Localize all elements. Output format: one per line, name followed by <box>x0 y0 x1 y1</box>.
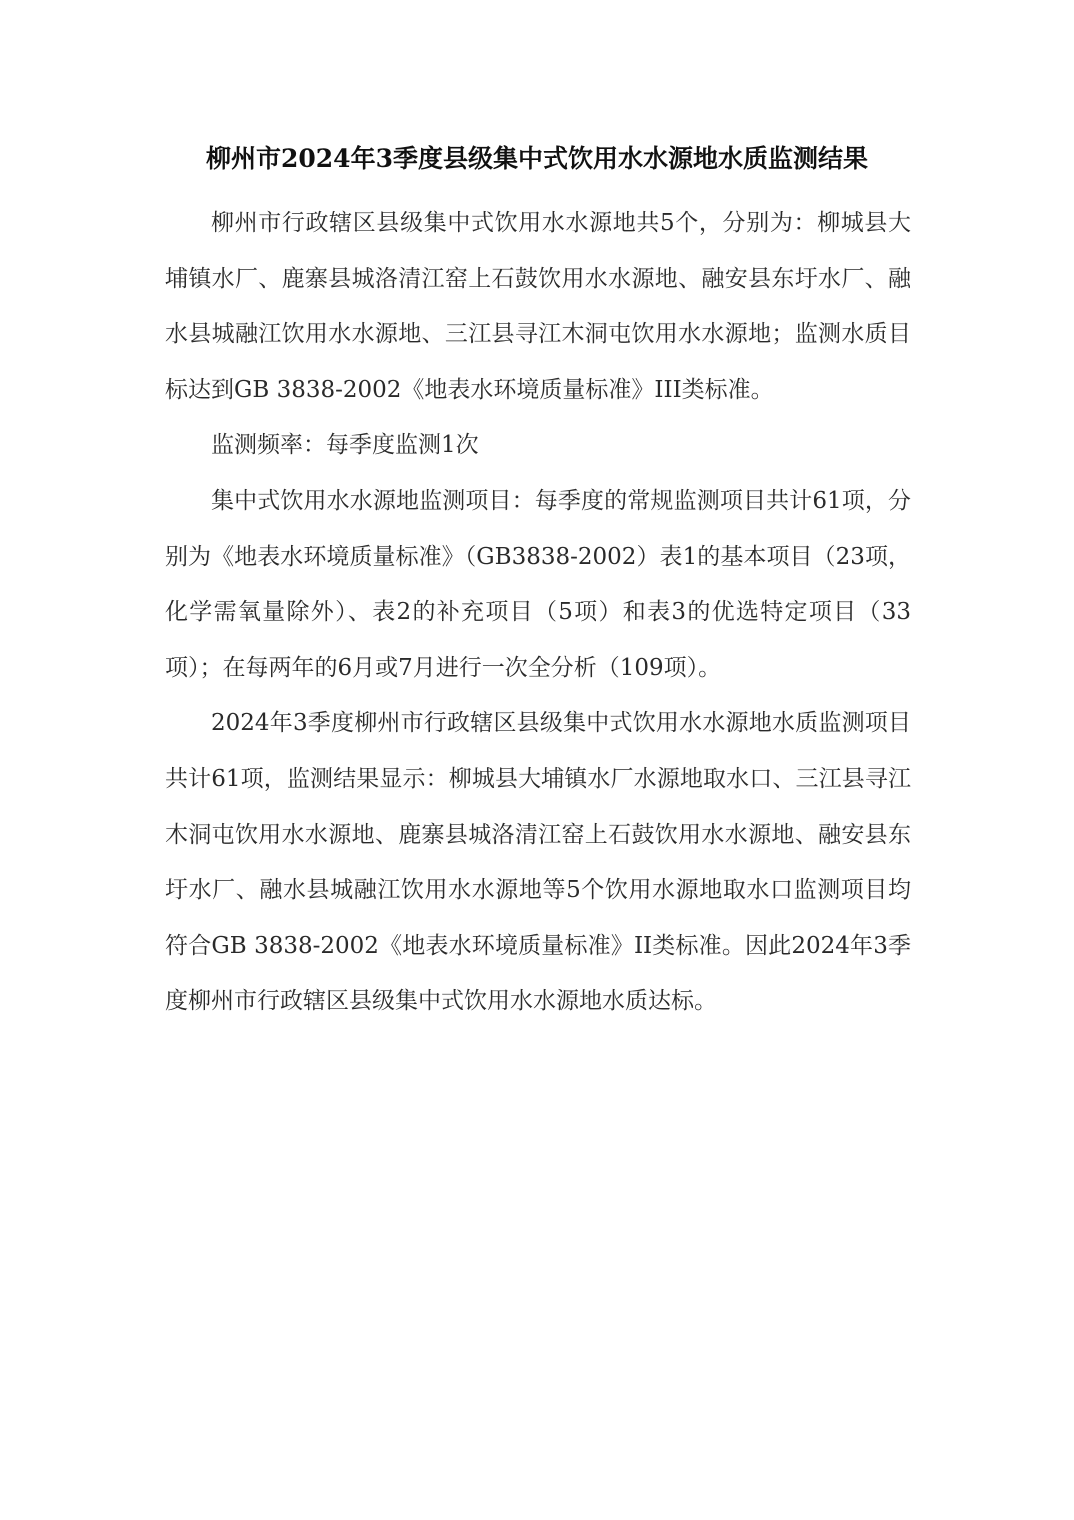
paragraph-monitoring-results: 2024年3季度柳州市行政辖区县级集中式饮用水水源地水质监测项目共计61项，监测结果显示：柳城县大埔镇水厂水源地取水口、三江县寻江木洞屯饮用水水源地、鹿寨县城洛清江窑上石鼓饮用水水源地、融安县东圩水厂、融水县城融江饮用水水源地等5个饮用水源地取水口监测项目均符合GB 3838-2002《地表水环境质量标准》II类标准。因此2024年3季度柳州市行政辖区县级集中式饮用水水源地水质达标。 <box>165 710 911 1015</box>
paragraph-monitoring-items: 集中式饮用水水源地监测项目：每季度的常规监测项目共计61项，分别为《地表水环境质量标准》（GB3838-2002）表1的基本项目（23项，化学需氧量除外）、表2的补充项目（5项）和表3的优选特定项目（33项）；在每两年的6月或7月进行一次全分析（109项）。 <box>165 487 911 681</box>
document-body <box>165 196 911 1030</box>
document-title: 柳州市2024年3季度县级集中式饮用水水源地水质监测结果 <box>206 144 868 173</box>
paragraph-monitoring-frequency: 监测频率：每季度监测1次 <box>211 432 479 459</box>
paragraph-water-sources: 柳州市行政辖区县级集中式饮用水水源地共5个，分别为：柳城县大埔镇水厂、鹿寨县城洛清江窑上石鼓饮用水水源地、融安县东圩水厂、融水县城融江饮用水水源地、三江县寻江木洞屯饮用水水源地；监测水质目标达到GB 3838-2002《地表水环境质量标准》III类标准。 <box>165 210 911 403</box>
